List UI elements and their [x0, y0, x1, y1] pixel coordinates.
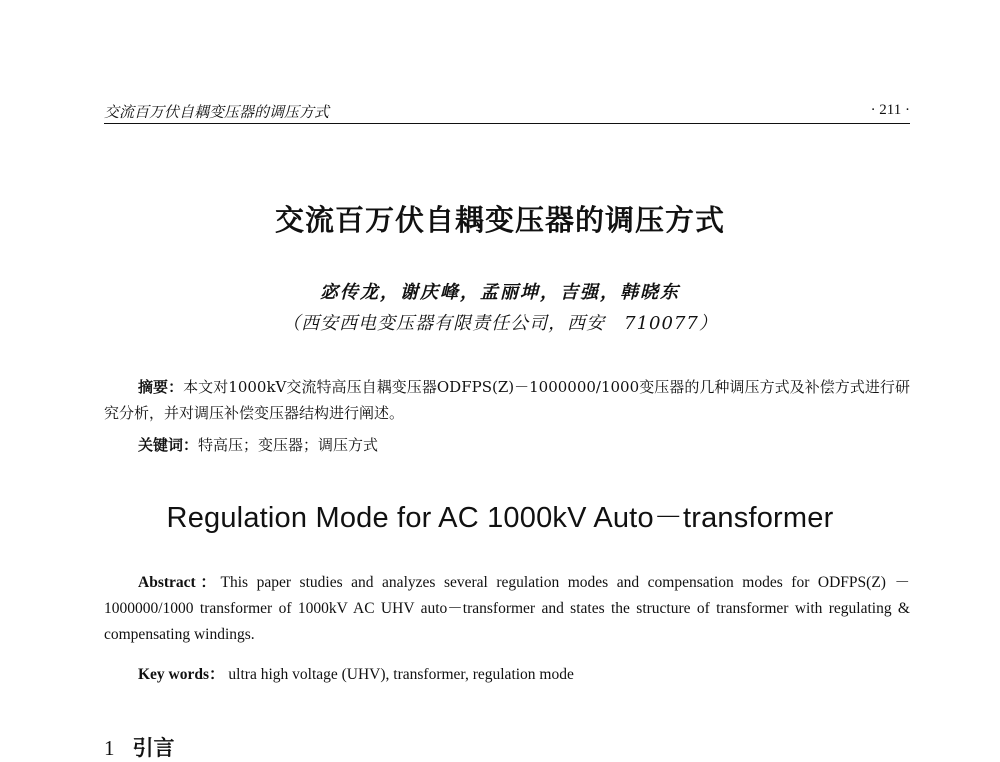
keywords-cn-text: 特高压；变压器；调压方式: [198, 436, 379, 454]
running-title: 交流百万伏自耦变压器的调压方式: [104, 103, 330, 121]
paper-title-cn: 交流百万伏自耦变压器的调压方式: [274, 203, 725, 237]
keywords-cn-label: 关键词：: [138, 436, 199, 454]
abstract-en-text: This paper studies and analyzes several regulation modes and compensation modes for ODFPS(Z) －1000000/1000 transformer of 1000kV AC UHV auto－transformer and states the structure of transformer with regulating & compensating windings.: [104, 574, 910, 643]
abstract-cn-text: 本文对1000kV交流特高压自耦变压器ODFPS(Z)－1000000/1000变压器的几种调压方式及补偿方式进行研究分析，并对调压补偿变压器结构进行阐述。: [104, 378, 910, 422]
abstract-cn-label: 摘要：: [138, 378, 184, 396]
keywords-en-label: Key words：: [138, 666, 225, 683]
abstract-cn: [104, 374, 910, 426]
keywords-en-text: ultra high voltage (UHV), transformer, regulation mode: [228, 666, 574, 683]
running-header: [104, 101, 910, 124]
section-title: 引言: [132, 736, 175, 760]
paper-title-en: Regulation Mode for AC 1000kV Auto－transformer: [166, 502, 834, 534]
page-number: · 211 ·: [870, 102, 910, 118]
keywords-en: [138, 662, 574, 684]
abstract-en: [104, 570, 910, 648]
keywords-cn: [138, 434, 378, 455]
section-heading: [104, 732, 175, 762]
author-list: 宓传龙，谢庆峰，孟丽坤，吉强，韩晓东: [320, 282, 680, 303]
section-number: 1: [104, 736, 115, 760]
author-affiliation: （西安西电变压器有限责任公司，西安 710077）: [282, 313, 718, 334]
abstract-en-label: Abstract：: [138, 574, 221, 591]
